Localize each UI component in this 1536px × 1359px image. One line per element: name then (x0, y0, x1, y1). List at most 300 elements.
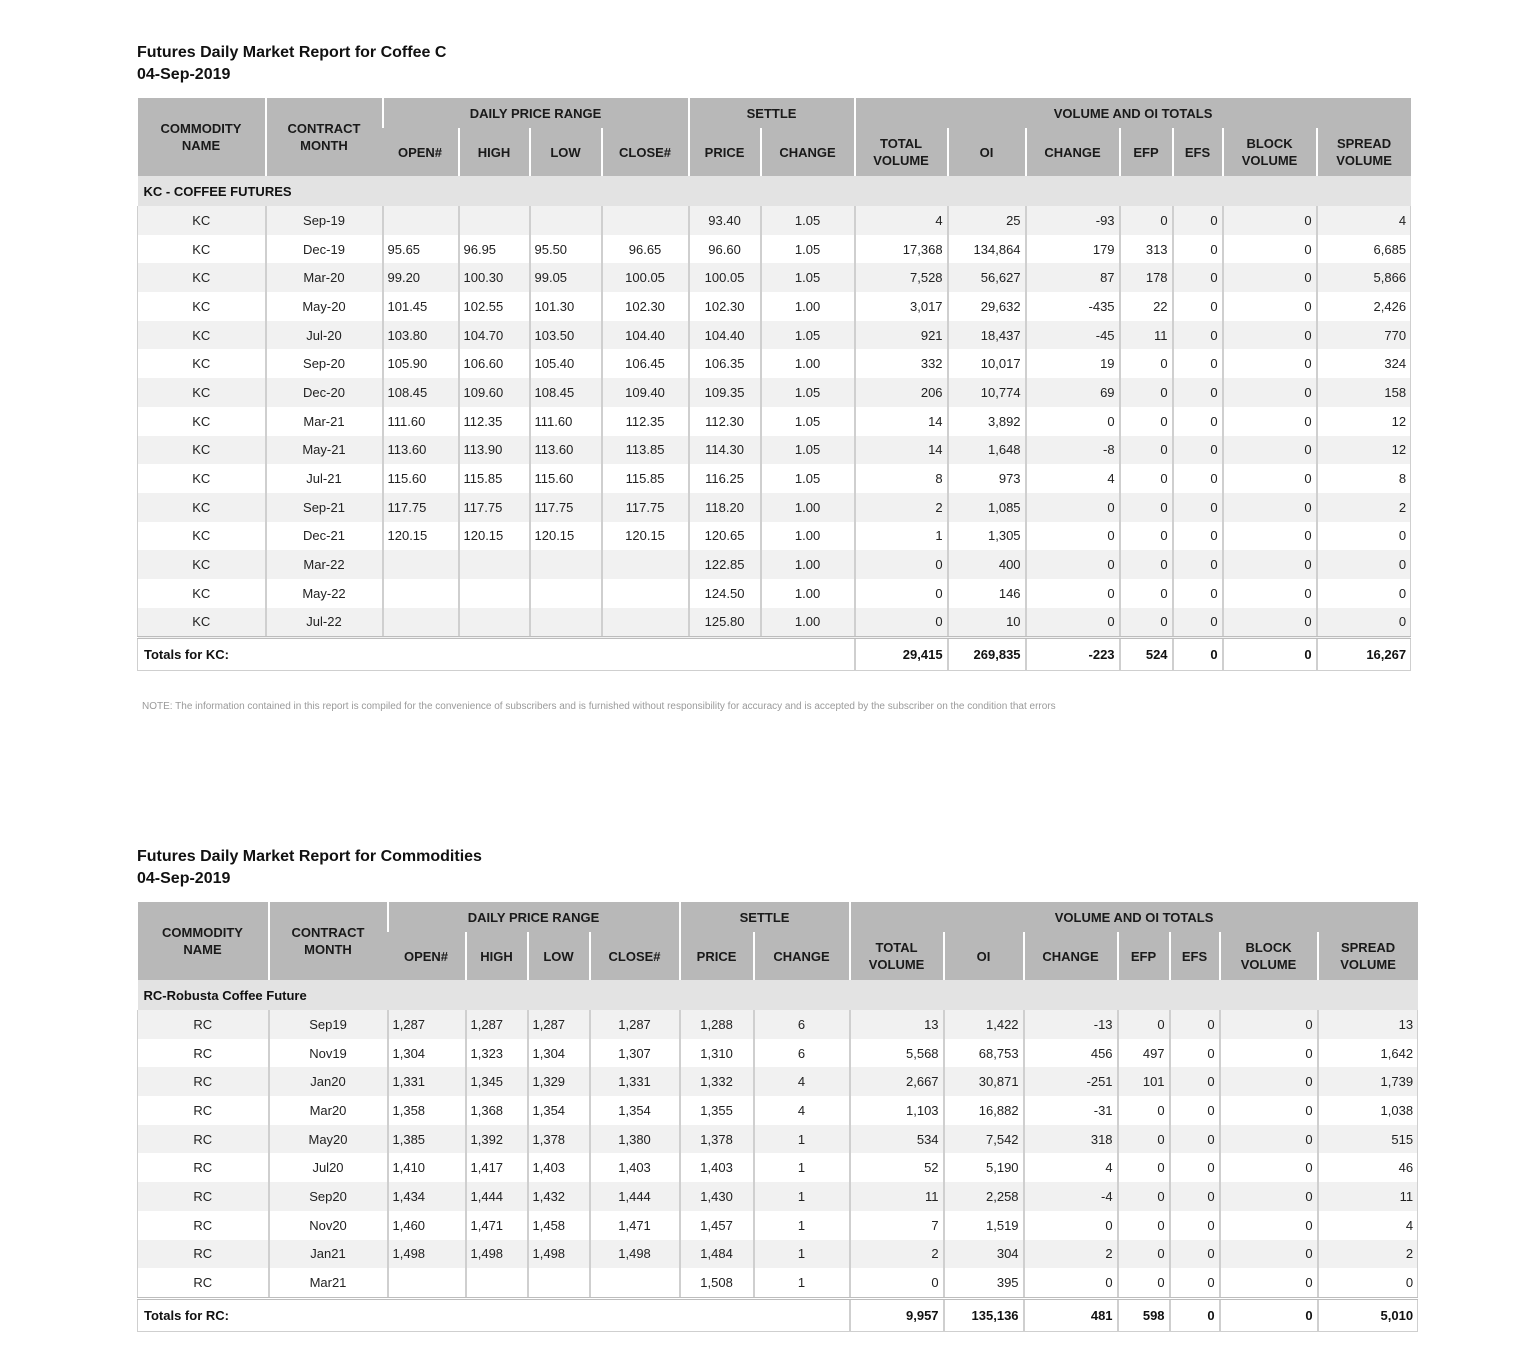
cell-low: 95.50 (530, 235, 602, 264)
cell-total-volume: 14 (855, 436, 948, 465)
cell-commodity: RC (138, 1153, 269, 1182)
cell-close (602, 579, 689, 608)
cell-open (383, 550, 459, 579)
cell-high: 96.95 (459, 235, 530, 264)
table-row (138, 493, 1411, 522)
cell-low: 115.60 (530, 464, 602, 493)
cell-open (388, 1268, 466, 1298)
cell-efs: 0 (1173, 263, 1223, 292)
cell-settle-change: 4 (754, 1096, 850, 1125)
cell-settle-change: 1.00 (761, 579, 855, 608)
cell-total-volume: 14 (855, 407, 948, 436)
cell-efs: 0 (1170, 1067, 1220, 1096)
header-daily-price-range: DAILY PRICE RANGE (388, 902, 680, 932)
disclaimer-note: NOTE: The information contained in this report is compiled for the convenience of subscribers and is furnished without responsibility for accuracy and is accepted by the subscriber on the condition that errors (142, 701, 1056, 711)
cell-close: 120.15 (602, 522, 689, 551)
cell-high: 1,345 (466, 1067, 528, 1096)
cell-oi-change: 4 (1026, 464, 1120, 493)
cell-efp: 0 (1118, 1211, 1170, 1240)
cell-oi: 400 (948, 550, 1026, 579)
cell-low (530, 206, 602, 235)
cell-total-volume: 1 (855, 522, 948, 551)
cell-commodity: KC (138, 321, 266, 350)
cell-settle-price: 125.80 (689, 608, 761, 638)
header-block-volume: BLOCK VOLUME (1220, 932, 1318, 980)
cell-efp: 313 (1120, 235, 1173, 264)
cell-high: 100.30 (459, 263, 530, 292)
table-row (138, 321, 1411, 350)
cell-total-volume: 52 (850, 1153, 944, 1182)
cell-settle-price: 122.85 (689, 550, 761, 579)
cell-oi-change: -251 (1024, 1067, 1118, 1096)
cell-open (383, 579, 459, 608)
cell-efs: 0 (1173, 407, 1223, 436)
cell-close (602, 206, 689, 235)
cell-settle-change: 4 (754, 1067, 850, 1096)
cell-oi: 1,305 (948, 522, 1026, 551)
cell-efp: 0 (1120, 206, 1173, 235)
cell-efs: 0 (1170, 1125, 1220, 1154)
cell-efs: 0 (1173, 608, 1223, 638)
cell-contract-month: Sep-20 (266, 349, 383, 378)
cell-contract-month: Mar21 (269, 1268, 388, 1298)
cell-settle-change: 1 (754, 1182, 850, 1211)
cell-efp: 22 (1120, 292, 1173, 321)
cell-high: 1,323 (466, 1039, 528, 1068)
cell-contract-month: Nov20 (269, 1211, 388, 1240)
table-row (138, 235, 1411, 264)
cell-commodity: RC (138, 1211, 269, 1240)
cell-contract-month: Jan20 (269, 1067, 388, 1096)
cell-efs: 0 (1170, 1211, 1220, 1240)
cell-open: 1,287 (388, 1010, 466, 1039)
cell-block-volume: 0 (1223, 378, 1317, 407)
header-contract-month: CONTRACT MONTH (266, 98, 383, 176)
cell-total-volume: 8 (855, 464, 948, 493)
totals-spread-volume: 16,267 (1317, 638, 1411, 671)
cell-efs: 0 (1173, 522, 1223, 551)
cell-efs: 0 (1173, 579, 1223, 608)
cell-spread-volume: 770 (1317, 321, 1411, 350)
cell-settle-change: 1.00 (761, 608, 855, 638)
header-settle: SETTLE (680, 902, 850, 932)
cell-efs: 0 (1173, 206, 1223, 235)
cell-efs: 0 (1170, 1096, 1220, 1125)
cell-commodity: KC (138, 349, 266, 378)
cell-settle-change: 1.00 (761, 493, 855, 522)
cell-block-volume: 0 (1223, 579, 1317, 608)
cell-efs: 0 (1170, 1153, 1220, 1182)
cell-oi: 5,190 (944, 1153, 1024, 1182)
cell-efs: 0 (1173, 550, 1223, 579)
cell-low: 1,498 (528, 1240, 590, 1269)
cell-oi-change: 4 (1024, 1153, 1118, 1182)
cell-oi-change: 0 (1026, 550, 1120, 579)
cell-settle-change: 1 (754, 1211, 850, 1240)
cell-low: 1,329 (528, 1067, 590, 1096)
cell-settle-price: 1,508 (680, 1268, 754, 1298)
cell-total-volume: 13 (850, 1010, 944, 1039)
cell-spread-volume: 2 (1318, 1240, 1418, 1269)
cell-oi-change: 0 (1024, 1211, 1118, 1240)
header-total-volume: TOTAL VOLUME (855, 128, 948, 176)
table-row (138, 1240, 1418, 1269)
header-oi-change: CHANGE (1026, 128, 1120, 176)
cell-settle-change: 1.00 (761, 522, 855, 551)
cell-high: 1,392 (466, 1125, 528, 1154)
report-date: 04-Sep-2019 (137, 870, 231, 887)
table-row (138, 608, 1411, 638)
cell-spread-volume: 324 (1317, 349, 1411, 378)
cell-high (459, 550, 530, 579)
cell-block-volume: 0 (1223, 235, 1317, 264)
cell-total-volume: 2 (850, 1240, 944, 1269)
cell-block-volume: 0 (1220, 1182, 1318, 1211)
header-settle-change: CHANGE (754, 932, 850, 980)
table-row (138, 263, 1411, 292)
header-close: CLOSE# (590, 932, 680, 980)
cell-settle-price: 112.30 (689, 407, 761, 436)
cell-commodity: KC (138, 292, 266, 321)
header-efp: EFP (1118, 932, 1170, 980)
cell-oi: 16,882 (944, 1096, 1024, 1125)
cell-total-volume: 11 (850, 1182, 944, 1211)
table-row (138, 550, 1411, 579)
cell-oi: 134,864 (948, 235, 1026, 264)
cell-contract-month: Mar-22 (266, 550, 383, 579)
cell-spread-volume: 4 (1318, 1211, 1418, 1240)
cell-spread-volume: 6,685 (1317, 235, 1411, 264)
cell-settle-change: 1 (754, 1268, 850, 1298)
cell-oi-change: 69 (1026, 378, 1120, 407)
cell-efp: 101 (1118, 1067, 1170, 1096)
header-efs: EFS (1170, 932, 1220, 980)
table-row (138, 1096, 1418, 1125)
cell-high: 1,444 (466, 1182, 528, 1211)
coffee-c-report (137, 42, 1410, 671)
cell-close: 112.35 (602, 407, 689, 436)
cell-settle-change: 1.00 (761, 292, 855, 321)
totals-label: Totals for RC: (138, 1298, 850, 1331)
cell-settle-change: 1.00 (761, 349, 855, 378)
cell-total-volume: 1,103 (850, 1096, 944, 1125)
header-oi: OI (948, 128, 1026, 176)
cell-efp: 497 (1118, 1039, 1170, 1068)
cell-settle-change: 1.05 (761, 235, 855, 264)
cell-open: 1,358 (388, 1096, 466, 1125)
cell-contract-month: Jan21 (269, 1240, 388, 1269)
cell-oi-change: 179 (1026, 235, 1120, 264)
cell-close: 1,354 (590, 1096, 680, 1125)
cell-low: 1,432 (528, 1182, 590, 1211)
cell-low (530, 579, 602, 608)
cell-high: 1,498 (466, 1240, 528, 1269)
cell-block-volume: 0 (1220, 1240, 1318, 1269)
cell-commodity: KC (138, 235, 266, 264)
table-row (138, 436, 1411, 465)
cell-total-volume: 0 (855, 579, 948, 608)
cell-block-volume: 0 (1220, 1211, 1318, 1240)
cell-oi: 30,871 (944, 1067, 1024, 1096)
cell-block-volume: 0 (1220, 1010, 1318, 1039)
header-price: PRICE (680, 932, 754, 980)
cell-open: 111.60 (383, 407, 459, 436)
cell-low: 1,304 (528, 1039, 590, 1068)
cell-settle-change: 6 (754, 1039, 850, 1068)
cell-commodity: KC (138, 608, 266, 638)
totals-row (138, 1298, 1418, 1331)
header-high: HIGH (466, 932, 528, 980)
header-high: HIGH (459, 128, 530, 176)
cell-commodity: KC (138, 436, 266, 465)
cell-high: 112.35 (459, 407, 530, 436)
cell-close: 1,287 (590, 1010, 680, 1039)
cell-low: 101.30 (530, 292, 602, 321)
cell-efp: 0 (1120, 522, 1173, 551)
cell-efp: 0 (1120, 464, 1173, 493)
cell-settle-price: 1,378 (680, 1125, 754, 1154)
cell-efp: 0 (1120, 493, 1173, 522)
cell-commodity: RC (138, 1096, 269, 1125)
cell-commodity: RC (138, 1125, 269, 1154)
cell-close: 113.85 (602, 436, 689, 465)
cell-oi: 1,648 (948, 436, 1026, 465)
cell-low (530, 608, 602, 638)
cell-high (459, 608, 530, 638)
header-efs: EFS (1173, 128, 1223, 176)
cell-commodity: KC (138, 579, 266, 608)
cell-efs: 0 (1173, 349, 1223, 378)
cell-contract-month: Sep-19 (266, 206, 383, 235)
cell-oi: 10 (948, 608, 1026, 638)
cell-open (383, 206, 459, 235)
cell-low: 1,354 (528, 1096, 590, 1125)
cell-close: 115.85 (602, 464, 689, 493)
cell-spread-volume: 158 (1317, 378, 1411, 407)
cell-commodity: KC (138, 464, 266, 493)
cell-settle-price: 96.60 (689, 235, 761, 264)
cell-open: 1,410 (388, 1153, 466, 1182)
table-row (138, 579, 1411, 608)
table-row (138, 1010, 1418, 1039)
cell-close: 1,498 (590, 1240, 680, 1269)
cell-total-volume: 0 (850, 1268, 944, 1298)
cell-oi-change: 0 (1026, 608, 1120, 638)
table-row (138, 1039, 1418, 1068)
cell-block-volume: 0 (1223, 206, 1317, 235)
cell-efp: 0 (1120, 349, 1173, 378)
cell-total-volume: 921 (855, 321, 948, 350)
cell-contract-month: Dec-20 (266, 378, 383, 407)
table-row (138, 1067, 1418, 1096)
cell-low: 103.50 (530, 321, 602, 350)
cell-close (602, 550, 689, 579)
data-rows (138, 206, 1411, 638)
section-label: RC-Robusta Coffee Future (138, 980, 1418, 1010)
cell-oi-change: -45 (1026, 321, 1120, 350)
cell-oi: 7,542 (944, 1125, 1024, 1154)
cell-settle-price: 1,457 (680, 1211, 754, 1240)
cell-settle-change: 1.05 (761, 436, 855, 465)
cell-spread-volume: 1,739 (1318, 1067, 1418, 1096)
cell-oi: 1,519 (944, 1211, 1024, 1240)
cell-spread-volume: 0 (1317, 608, 1411, 638)
cell-open: 1,331 (388, 1067, 466, 1096)
cell-efs: 0 (1170, 1039, 1220, 1068)
cell-commodity: KC (138, 522, 266, 551)
cell-oi: 1,422 (944, 1010, 1024, 1039)
cell-efp: 0 (1120, 608, 1173, 638)
cell-close: 1,403 (590, 1153, 680, 1182)
cell-high: 120.15 (459, 522, 530, 551)
totals-label: Totals for KC: (138, 638, 855, 671)
table-row (138, 349, 1411, 378)
cell-spread-volume: 1,642 (1318, 1039, 1418, 1068)
cell-contract-month: Sep-21 (266, 493, 383, 522)
header-low: LOW (530, 128, 602, 176)
cell-settle-change: 6 (754, 1010, 850, 1039)
cell-close: 1,444 (590, 1182, 680, 1211)
cell-efs: 0 (1173, 321, 1223, 350)
cell-low: 1,403 (528, 1153, 590, 1182)
cell-spread-volume: 1,038 (1318, 1096, 1418, 1125)
cell-total-volume: 0 (855, 550, 948, 579)
section-label: KC - COFFEE FUTURES (138, 176, 1411, 206)
cell-high (459, 206, 530, 235)
cell-settle-change: 1 (754, 1153, 850, 1182)
cell-block-volume: 0 (1223, 263, 1317, 292)
cell-efs: 0 (1173, 235, 1223, 264)
totals-oi: 135,136 (944, 1298, 1024, 1331)
cell-efs: 0 (1170, 1268, 1220, 1298)
cell-total-volume: 3,017 (855, 292, 948, 321)
cell-block-volume: 0 (1223, 493, 1317, 522)
cell-contract-month: May20 (269, 1125, 388, 1154)
cell-settle-price: 93.40 (689, 206, 761, 235)
cell-contract-month: Dec-19 (266, 235, 383, 264)
totals-block-volume: 0 (1223, 638, 1317, 671)
header-oi: OI (944, 932, 1024, 980)
table-row (138, 1182, 1418, 1211)
cell-open: 117.75 (383, 493, 459, 522)
cell-contract-month: Mar20 (269, 1096, 388, 1125)
cell-close (602, 608, 689, 638)
totals-spread-volume: 5,010 (1318, 1298, 1418, 1331)
cell-high: 1,368 (466, 1096, 528, 1125)
cell-settle-price: 114.30 (689, 436, 761, 465)
cell-efs: 0 (1170, 1182, 1220, 1211)
cell-contract-month: May-21 (266, 436, 383, 465)
cell-oi: 68,753 (944, 1039, 1024, 1068)
table-row (138, 522, 1411, 551)
header-spread-volume: SPREAD VOLUME (1317, 128, 1411, 176)
cell-settle-price: 109.35 (689, 378, 761, 407)
cell-low: 117.75 (530, 493, 602, 522)
cell-high: 1,471 (466, 1211, 528, 1240)
cell-spread-volume: 0 (1317, 550, 1411, 579)
cell-high: 106.60 (459, 349, 530, 378)
cell-oi: 10,017 (948, 349, 1026, 378)
cell-spread-volume: 8 (1317, 464, 1411, 493)
cell-settle-change: 1.05 (761, 321, 855, 350)
header-settle: SETTLE (689, 98, 855, 128)
cell-total-volume: 5,568 (850, 1039, 944, 1068)
cell-low (528, 1268, 590, 1298)
cell-spread-volume: 12 (1317, 407, 1411, 436)
cell-settle-change: 1.05 (761, 407, 855, 436)
cell-settle-price: 1,310 (680, 1039, 754, 1068)
cell-oi-change: -31 (1024, 1096, 1118, 1125)
header-commodity-name: COMMODITY NAME (138, 98, 266, 176)
cell-block-volume: 0 (1223, 292, 1317, 321)
cell-block-volume: 0 (1220, 1125, 1318, 1154)
cell-efp: 0 (1120, 550, 1173, 579)
header-open: OPEN# (383, 128, 459, 176)
cell-efp: 0 (1118, 1010, 1170, 1039)
header-efp: EFP (1120, 128, 1173, 176)
cell-close: 1,471 (590, 1211, 680, 1240)
report-title: Futures Daily Market Report for Commodities (137, 848, 482, 865)
cell-oi: 25 (948, 206, 1026, 235)
cell-settle-change: 1.00 (761, 550, 855, 579)
totals-efs: 0 (1170, 1298, 1220, 1331)
cell-total-volume: 2,667 (850, 1067, 944, 1096)
cell-commodity: RC (138, 1067, 269, 1096)
cell-total-volume: 2 (855, 493, 948, 522)
header-volume-oi-totals: VOLUME AND OI TOTALS (850, 902, 1418, 932)
table-row (138, 1153, 1418, 1182)
cell-contract-month: May-20 (266, 292, 383, 321)
cell-total-volume: 206 (855, 378, 948, 407)
cell-oi-change: 318 (1024, 1125, 1118, 1154)
header-open: OPEN# (388, 932, 466, 980)
totals-oi-change: 481 (1024, 1298, 1118, 1331)
cell-spread-volume: 5,866 (1317, 263, 1411, 292)
cell-oi-change: -4 (1024, 1182, 1118, 1211)
cell-block-volume: 0 (1223, 522, 1317, 551)
cell-settle-price: 1,355 (680, 1096, 754, 1125)
cell-oi-change: 19 (1026, 349, 1120, 378)
cell-high: 109.60 (459, 378, 530, 407)
totals-efs: 0 (1173, 638, 1223, 671)
totals-oi: 269,835 (948, 638, 1026, 671)
cell-spread-volume: 12 (1317, 436, 1411, 465)
cell-low: 120.15 (530, 522, 602, 551)
section-row (138, 176, 1411, 206)
cell-efp: 0 (1118, 1153, 1170, 1182)
cell-spread-volume: 0 (1317, 522, 1411, 551)
cell-settle-price: 1,430 (680, 1182, 754, 1211)
cell-high: 113.90 (459, 436, 530, 465)
cell-low: 111.60 (530, 407, 602, 436)
cell-efp: 0 (1118, 1096, 1170, 1125)
cell-block-volume: 0 (1220, 1268, 1318, 1298)
data-rows (138, 1010, 1418, 1298)
cell-efs: 0 (1170, 1240, 1220, 1269)
cell-oi-change: -13 (1024, 1010, 1118, 1039)
cell-high: 104.70 (459, 321, 530, 350)
cell-open: 113.60 (383, 436, 459, 465)
cell-high (459, 579, 530, 608)
cell-commodity: KC (138, 493, 266, 522)
header-volume-oi-totals: VOLUME AND OI TOTALS (855, 98, 1411, 128)
table-row (138, 1268, 1418, 1298)
cell-high: 1,287 (466, 1010, 528, 1039)
cell-close: 104.40 (602, 321, 689, 350)
cell-open: 101.45 (383, 292, 459, 321)
totals-efp: 598 (1118, 1298, 1170, 1331)
cell-total-volume: 7,528 (855, 263, 948, 292)
